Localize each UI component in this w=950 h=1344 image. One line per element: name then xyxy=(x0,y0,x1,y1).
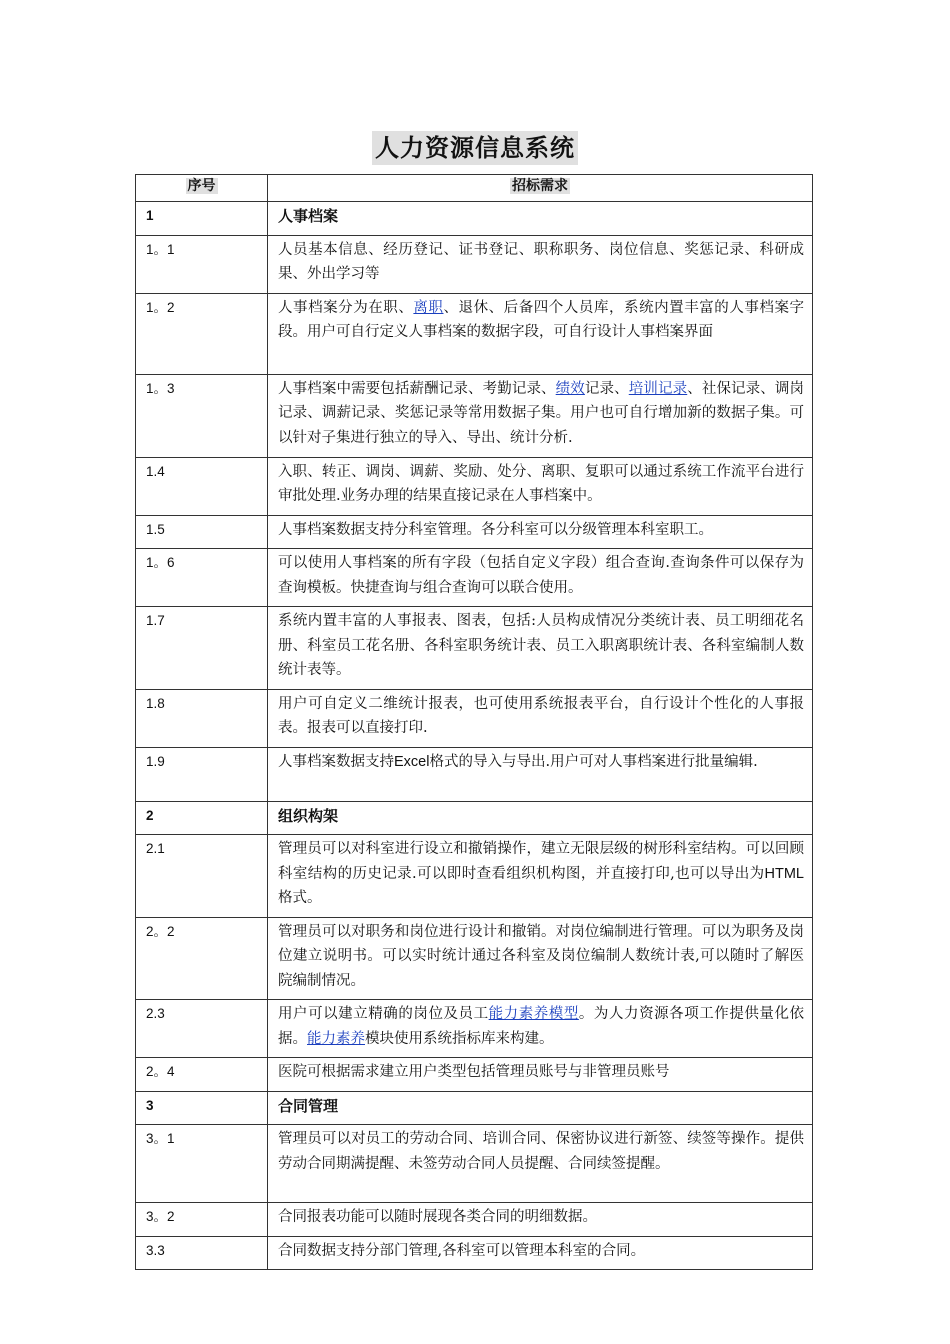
document-title-wrap xyxy=(0,131,950,165)
text-segment: 格式的导入与导出.用户可对人事档案进行批量编辑. xyxy=(429,753,758,770)
table-row xyxy=(136,1236,813,1270)
text-segment: 人事档案分为在职、 xyxy=(278,299,414,316)
row-number: 1。3 xyxy=(136,374,268,457)
document-title: 人力资源信息系统 xyxy=(372,131,578,165)
row-text xyxy=(268,747,813,801)
text-segment: 。为人力资源各项工作提供量化依据。 xyxy=(278,1006,805,1047)
text-segment: 模块使用系统指标库来构建。 xyxy=(365,1030,554,1047)
text-segment: 人事档案数据支持 xyxy=(278,753,394,770)
row-number: 1.7 xyxy=(136,607,268,690)
section-title: 人事档案 xyxy=(268,202,813,236)
table-row xyxy=(136,1000,813,1058)
text-segment: 管理员可以对科室进行设立和撤销操作，建立无限层级的树形科室结构。可以回顾科室结构的历史记录.可以即时查看组织机构图，并直接打印,也可以导出为 xyxy=(278,841,804,882)
row-text xyxy=(268,835,813,918)
section-number: 1 xyxy=(136,202,268,236)
table-row xyxy=(136,689,813,747)
row-number: 1.8 xyxy=(136,689,268,747)
row-text: 系统内置丰富的人事报表、图表，包括:人员构成情况分类统计表、员工明细花名册、科室员工花名册、各科室职务统计表、员工入职离职统计表、各科室编制人数统计表等。 xyxy=(268,607,813,690)
link-competency-model[interactable]: 能力素养模型 xyxy=(488,1006,579,1022)
table-row xyxy=(136,235,813,293)
row-text: 医院可根据需求建立用户类型包括管理员账号与非管理员账号 xyxy=(268,1058,813,1092)
header-cell-requirement xyxy=(268,175,813,202)
row-text: 管理员可以对职务和岗位进行设计和撤销。对岗位编制进行管理。可以为职务及岗位建立说明书。可以实时统计通过各科室及岗位编制人数统计表,可以随时了解医院编制情况。 xyxy=(268,917,813,1000)
row-text: 合同报表功能可以随时展现各类合同的明细数据。 xyxy=(268,1203,813,1237)
row-text: 管理员可以对员工的劳动合同、培训合同、保密协议进行新签、续签等操作。提供劳动合同期满提醒、未签劳动合同人员提醒、合同续签提醒。 xyxy=(268,1125,813,1203)
text-segment: HTML xyxy=(764,865,804,882)
row-number: 1.5 xyxy=(136,515,268,549)
row-number: 2.1 xyxy=(136,835,268,918)
row-text xyxy=(268,374,813,457)
table-row xyxy=(136,293,813,374)
text-segment: 记录、 xyxy=(584,380,629,397)
row-number: 1.4 xyxy=(136,457,268,515)
table-header-row xyxy=(136,175,813,202)
text-segment: 格式。 xyxy=(278,890,322,906)
link-competency[interactable]: 能力素养 xyxy=(307,1030,365,1047)
table-row xyxy=(136,747,813,801)
row-number: 3。2 xyxy=(136,1203,268,1237)
table-row xyxy=(136,549,813,607)
link-resignation[interactable]: 离职 xyxy=(413,299,444,316)
section-number: 3 xyxy=(136,1091,268,1125)
table-row xyxy=(136,917,813,1000)
header-cell-number xyxy=(136,175,268,202)
text-segment: 人事档案中需要包括薪酬记录、考勤记录、 xyxy=(278,380,556,397)
row-number: 3。1 xyxy=(136,1125,268,1203)
section-title: 合同管理 xyxy=(268,1091,813,1125)
row-text xyxy=(268,1000,813,1058)
table-row xyxy=(136,1125,813,1203)
text-segment: 用户可以建立精确的岗位及员工 xyxy=(278,1006,489,1022)
text-segment: Excel xyxy=(394,753,430,770)
row-text: 人员基本信息、经历登记、证书登记、职称职务、岗位信息、奖惩记录、科研成果、外出学习等 xyxy=(268,235,813,293)
table-row xyxy=(136,457,813,515)
section-row xyxy=(136,1091,813,1125)
text-segment: 、退休、后备四个人员库，系统内置丰富的人事档案字段。用户可自行定义人事档案的数据字段，可自行设计人事档案界面 xyxy=(278,299,805,340)
row-number: 1。1 xyxy=(136,235,268,293)
requirements-table xyxy=(135,174,813,1270)
row-number: 1.9 xyxy=(136,747,268,801)
section-row xyxy=(136,202,813,236)
row-text: 入职、转正、调岗、调薪、奖励、处分、离职、复职可以通过系统工作流平台进行审批处理.业务办理的结果直接记录在人事档案中。 xyxy=(268,457,813,515)
row-number: 2。4 xyxy=(136,1058,268,1092)
row-number: 1。6 xyxy=(136,549,268,607)
table-row xyxy=(136,835,813,918)
row-number: 1。2 xyxy=(136,293,268,374)
table-row xyxy=(136,515,813,549)
table-row xyxy=(136,1203,813,1237)
row-text: 可以使用人事档案的所有字段（包括自定义字段）组合查询.查询条件可以保存为查询模板。快捷查询与组合查询可以联合使用。 xyxy=(268,549,813,607)
header-requirement: 招标需求 xyxy=(512,178,568,194)
header-number: 序号 xyxy=(187,178,216,194)
row-text: 合同数据支持分部门管理,各科室可以管理本科室的合同。 xyxy=(268,1236,813,1270)
row-number: 2。2 xyxy=(136,917,268,1000)
section-row xyxy=(136,801,813,835)
row-text: 用户可自定义二维统计报表，也可使用系统报表平台，自行设计个性化的人事报表。报表可以直接打印. xyxy=(268,689,813,747)
row-number: 2.3 xyxy=(136,1000,268,1058)
table-row xyxy=(136,374,813,457)
table-row xyxy=(136,607,813,690)
row-text: 人事档案数据支持分科室管理。各分科室可以分级管理本科室职工。 xyxy=(268,515,813,549)
link-performance[interactable]: 绩效 xyxy=(555,380,585,397)
row-text xyxy=(268,293,813,374)
table-row xyxy=(136,1058,813,1092)
section-number: 2 xyxy=(136,801,268,835)
text-segment: 、社保记录、调岗记录、调薪记录、奖惩记录等常用数据子集。用户也可自行增加新的数据子集。可以针对子集进行独立的导入、导出、统计分析. xyxy=(278,380,805,446)
section-title: 组织构架 xyxy=(268,801,813,835)
link-training-records[interactable]: 培训记录 xyxy=(628,380,688,397)
row-number: 3.3 xyxy=(136,1236,268,1270)
